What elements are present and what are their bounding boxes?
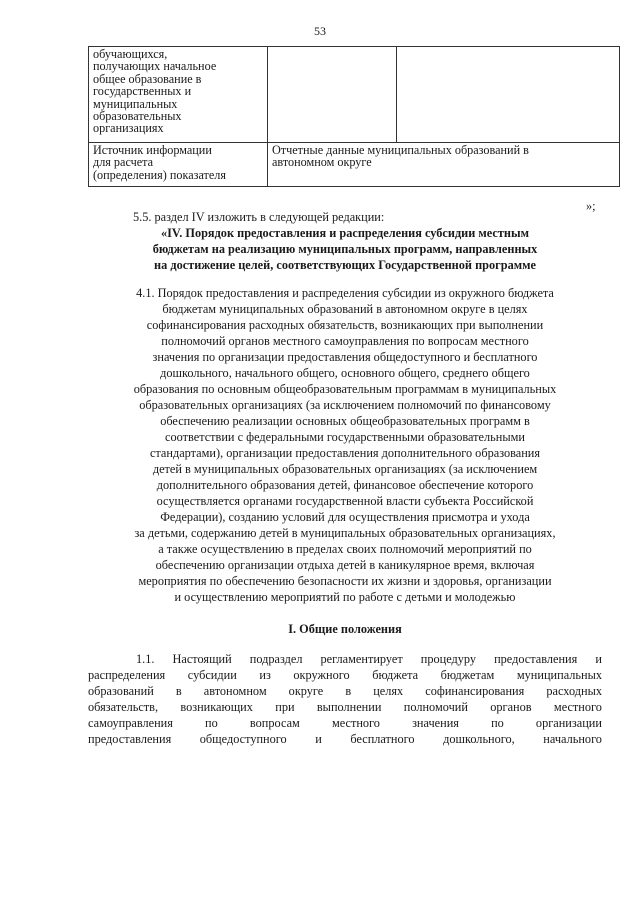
text-line: 4.1. Порядок предоставления и распределения субсидии из окружного бюджета — [136, 286, 554, 300]
text-line: 1.1. Настоящий подраздел регламентирует процедуру предоставления и — [136, 652, 602, 666]
text-line: Федерации), созданию условий для осуществления присмотра и ухода — [160, 510, 530, 524]
title-line: бюджетам на реализацию муниципальных программ, направленных — [152, 242, 538, 256]
cell-line: Отчетные данные муниципальных образований в — [272, 143, 529, 157]
text-line: дополнительного образования детей, финансовое обеспечение которого — [156, 478, 534, 492]
text-line: образования по основным общеобразовательным программам в муниципальных — [133, 382, 557, 396]
cell-line: получающих начальное — [93, 59, 217, 74]
text-line: мероприятия по обеспечению безопасности их жизни и здоровья, организации — [138, 574, 552, 588]
table-cell-empty — [268, 47, 397, 143]
text-line: распределения субсидии из окружного бюджета бюджетам муниципальных — [88, 668, 602, 682]
text-line: за детьми, содержанию детей в муниципальных образовательных организациях, — [134, 526, 556, 540]
text-line: и осуществлению мероприятий по работе с детьми и молодежью — [174, 590, 516, 604]
text-line: обеспечению реализации основных общеобразовательных программ в — [160, 414, 530, 428]
cell-line: для расчета — [93, 155, 154, 170]
indicator-table — [88, 46, 620, 187]
title-line: «IV. Порядок предоставления и распределения субсидии местным — [161, 226, 529, 240]
text-line: значения по организации предоставления общедоступного и бесплатного — [152, 350, 538, 364]
text-line: осуществляется органами государственной власти субъекта Российской — [156, 494, 534, 508]
table-row — [89, 143, 620, 187]
text-line: бюджетам муниципальных образований в автономном округе в целях — [162, 302, 528, 316]
text-line: образовательных организациях (за исключением полномочий по финансовому — [139, 398, 551, 412]
cell-line: обучающихся, — [93, 47, 168, 61]
cell-line: автономном округе — [272, 155, 372, 170]
table-cell-recipients — [89, 47, 268, 143]
section-i-title: I. Общие положения — [288, 622, 402, 636]
cell-line: государственных и — [93, 84, 192, 99]
table-cell-source-value — [268, 143, 620, 187]
text-line: дошкольного, начального общего, основного общего, среднего общего — [160, 366, 530, 380]
cell-line: общее образование в — [93, 71, 202, 86]
text-line: софинансирования расходных обязательств, возникающих при выполнении — [146, 318, 544, 332]
text-line: предоставления общедоступного и бесплатного дошкольного, начального — [88, 732, 602, 746]
text-line: обязательств, возникающих при выполнении полномочий органов местного — [88, 700, 602, 714]
cell-line: организациях — [93, 121, 164, 136]
cell-line: Источник информации — [93, 143, 212, 157]
text-line: соответствии с федеральными государственными образовательными — [165, 430, 525, 444]
table-cell-empty — [397, 47, 620, 143]
page-number: 53 — [314, 24, 326, 38]
text-line: образований в автономном округе в целях софинансирования расходных — [88, 684, 602, 698]
cell-line: (определения) показателя — [93, 167, 226, 182]
text-line: самоуправления по вопросам местного значения по организации — [88, 716, 602, 730]
cell-line: муниципальных — [93, 96, 178, 111]
cell-line: образовательных — [93, 109, 182, 124]
amendment-line: 5.5. раздел IV изложить в следующей редакции: — [133, 210, 385, 224]
text-line: а также осуществлению в пределах своих полномочий мероприятий по — [158, 542, 532, 556]
text-line: обеспечению организации отдыха детей в каникулярное время, включая — [155, 558, 535, 572]
text-line: детей в муниципальных образовательных организациях (за исключением — [152, 462, 538, 476]
text-line: полномочий органов местного самоуправления по вопросам местного — [161, 334, 529, 348]
text-line: стандартами), организации предоставления дополнительного образования — [149, 446, 541, 460]
table-cell-source-label — [89, 143, 268, 187]
title-line: на достижение целей, соответствующих Государственной программе — [154, 258, 536, 272]
table-row — [89, 47, 620, 143]
closing-mark: »; — [586, 199, 596, 213]
